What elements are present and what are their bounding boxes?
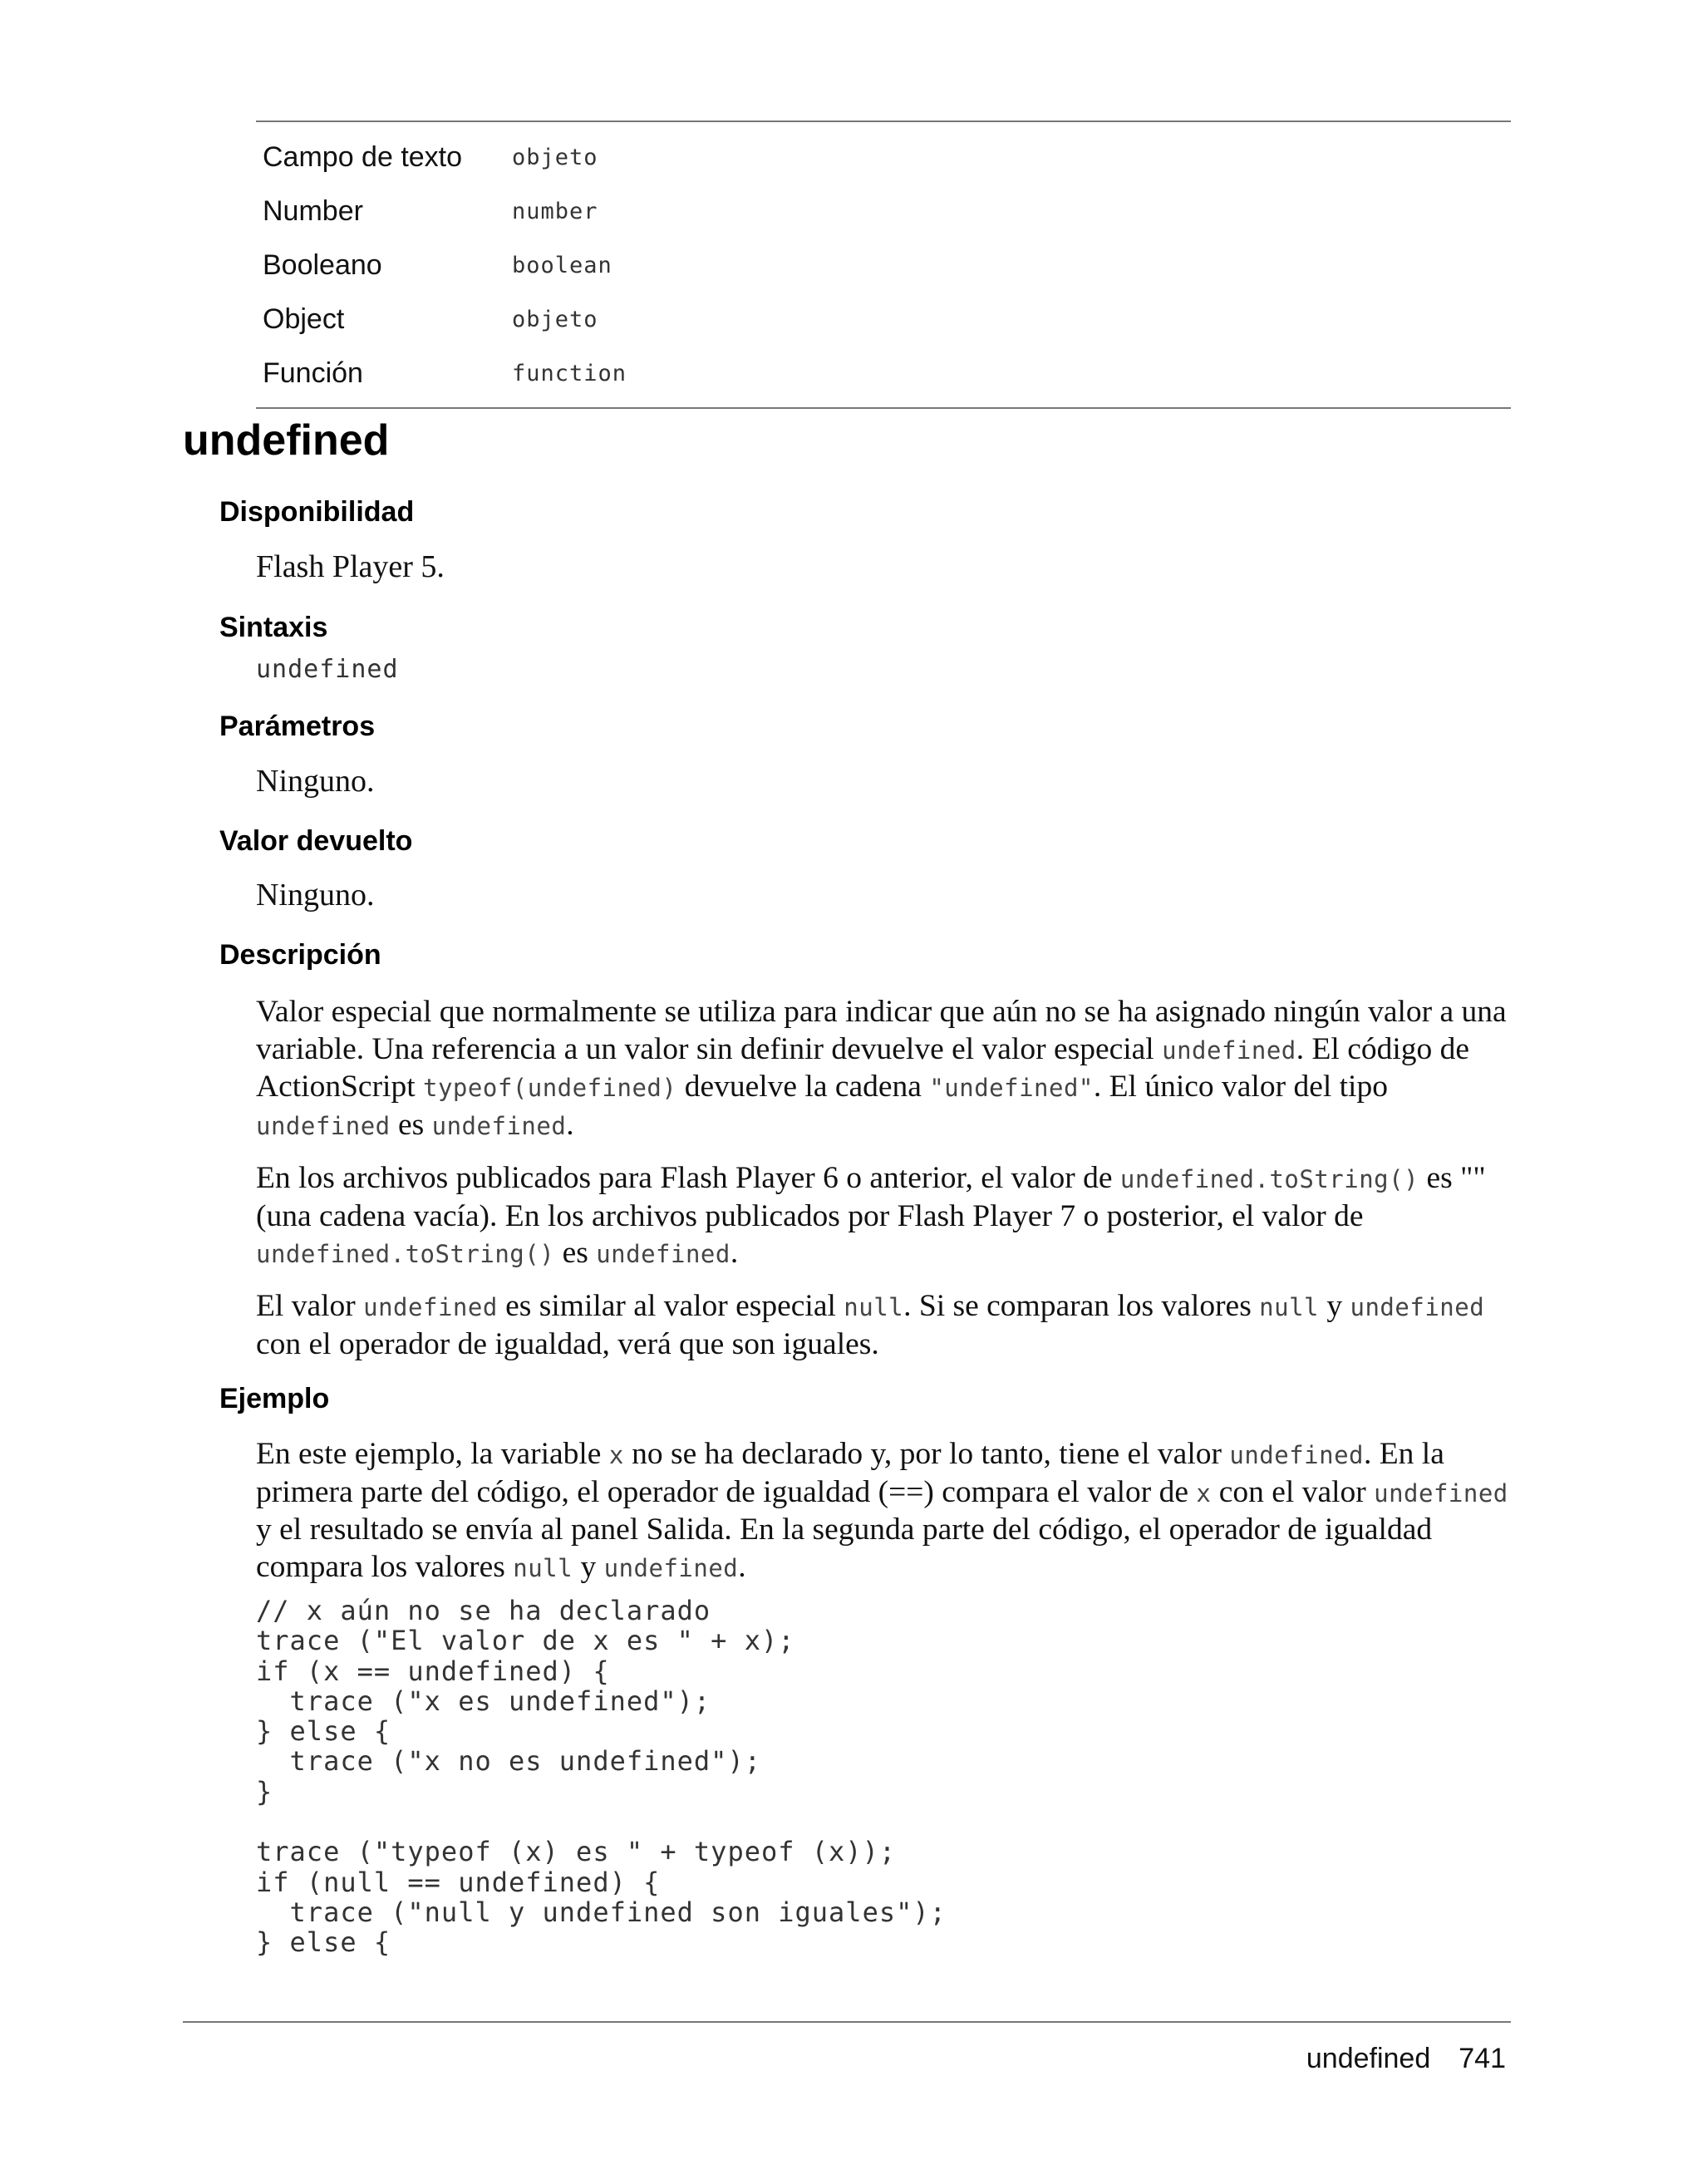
type-table xyxy=(256,121,1511,409)
table-cell-value: function xyxy=(512,361,627,386)
inline-code: null xyxy=(844,1293,904,1321)
inline-code: null xyxy=(1259,1293,1320,1321)
inline-code: undefined.toString() xyxy=(256,1240,555,1268)
text-run: . En la primera parte del código, el operador de igualdad (==) compara el valor de xyxy=(256,1437,1444,1509)
text-run: Valor especial que normalmente se utiliza para indicar que aún no se ha asignado ningún valor a una variable. Una referencia a un valor sin definir devuelve el valor especial xyxy=(256,995,1507,1066)
parameters-heading: Parámetros xyxy=(219,711,376,742)
text-run: y el resultado se envía al panel Salida. En la segunda parte del código, el operador de igualdad compara los valores xyxy=(256,1513,1433,1584)
inline-code: undefined xyxy=(363,1293,498,1321)
example-code-block: // x aún no se ha declarado trace ("El valor de x es " + x); if (x == undefined) { trace ("x es undefined"); } else { trace ("x no es undefined"); } trace ("typeof (x) es " + typeof (x)); if (null == undefined) { trace ("null y undefined son iguales"); } else { xyxy=(256,1595,947,1959)
inline-code: x xyxy=(1196,1478,1212,1508)
returns-heading: Valor devuelto xyxy=(219,825,413,857)
parameters-text: Ninguno. xyxy=(256,764,375,799)
example-paragraph xyxy=(256,1436,1511,1586)
inline-code: undefined xyxy=(1350,1293,1485,1321)
description-paragraph xyxy=(256,994,1511,1144)
syntax-code: undefined xyxy=(256,655,399,684)
text-run: . xyxy=(566,1107,574,1142)
availability-text: Flash Player 5. xyxy=(256,549,445,584)
table-cell-value: number xyxy=(512,199,598,224)
table-cell-value: boolean xyxy=(512,253,612,278)
table-cell-type: Campo de texto xyxy=(263,141,463,173)
table-cell-type: Number xyxy=(263,195,363,227)
table-cell-value: objeto xyxy=(512,145,598,170)
page-number: 741 xyxy=(1459,2043,1506,2074)
table-cell-type: Booleano xyxy=(263,249,382,281)
inline-code: undefined.toString() xyxy=(1119,1165,1419,1193)
availability-heading: Disponibilidad xyxy=(219,496,415,528)
returns-text: Ninguno. xyxy=(256,878,375,912)
example-heading: Ejemplo xyxy=(219,1383,330,1414)
text-run: . El código de ActionScript xyxy=(256,1031,1470,1104)
description-paragraph xyxy=(256,1160,1511,1273)
inline-code: undefined xyxy=(431,1111,567,1140)
inline-code: undefined xyxy=(1374,1478,1508,1508)
description-heading: Descripción xyxy=(219,939,381,971)
table-row xyxy=(256,347,1511,401)
text-run: . El único valor del tipo xyxy=(1093,1070,1388,1104)
text-run: es "" (una cadena vacía). En los archivos publicados por Flash Player 7 o posterior, el valor de xyxy=(256,1161,1486,1233)
inline-code: undefined xyxy=(1162,1035,1296,1065)
page-footer xyxy=(1306,2043,1506,2075)
inline-code: typeof(undefined) xyxy=(423,1074,677,1102)
inline-code: undefined xyxy=(596,1240,730,1268)
text-run: es xyxy=(390,1107,432,1142)
table-cell-type: Función xyxy=(263,357,363,389)
inline-code: undefined xyxy=(1229,1441,1364,1469)
inline-code: "undefined" xyxy=(929,1074,1094,1102)
inline-code: undefined xyxy=(603,1553,739,1582)
footer-divider xyxy=(183,2021,1511,2023)
text-run: El valor xyxy=(256,1289,364,1323)
text-run: con el operador de igualdad, verá que son iguales. xyxy=(256,1326,879,1361)
text-run: En los archivos publicados para Flash Player 6 o anterior, el valor de xyxy=(256,1161,1120,1195)
inline-code: undefined xyxy=(256,1111,391,1140)
table-cell-type: Object xyxy=(263,303,345,335)
text-run: no se ha declarado y, por lo tanto, tiene el valor xyxy=(623,1437,1230,1471)
text-run: con el valor xyxy=(1211,1474,1375,1509)
text-run: devuelve la cadena xyxy=(676,1070,930,1104)
footer-section: undefined xyxy=(1306,2043,1431,2074)
entry-title: undefined xyxy=(183,416,390,465)
text-run: y xyxy=(1319,1289,1350,1323)
text-run: . xyxy=(730,1236,739,1270)
table-row xyxy=(256,239,1511,293)
syntax-heading: Sintaxis xyxy=(219,612,328,643)
table-row xyxy=(256,130,1511,184)
inline-code: x xyxy=(608,1441,624,1469)
inline-code: null xyxy=(513,1553,573,1582)
table-row xyxy=(256,293,1511,347)
text-run: . Si se comparan los valores xyxy=(903,1289,1260,1323)
table-cell-value: objeto xyxy=(512,307,598,332)
text-run: es xyxy=(554,1236,597,1270)
text-run: es similar al valor especial xyxy=(497,1289,844,1323)
text-run: y xyxy=(573,1549,604,1584)
text-run: En este ejemplo, la variable xyxy=(256,1437,609,1471)
table-row xyxy=(256,184,1511,239)
text-run: . xyxy=(738,1549,746,1584)
description-paragraph xyxy=(256,1288,1511,1363)
